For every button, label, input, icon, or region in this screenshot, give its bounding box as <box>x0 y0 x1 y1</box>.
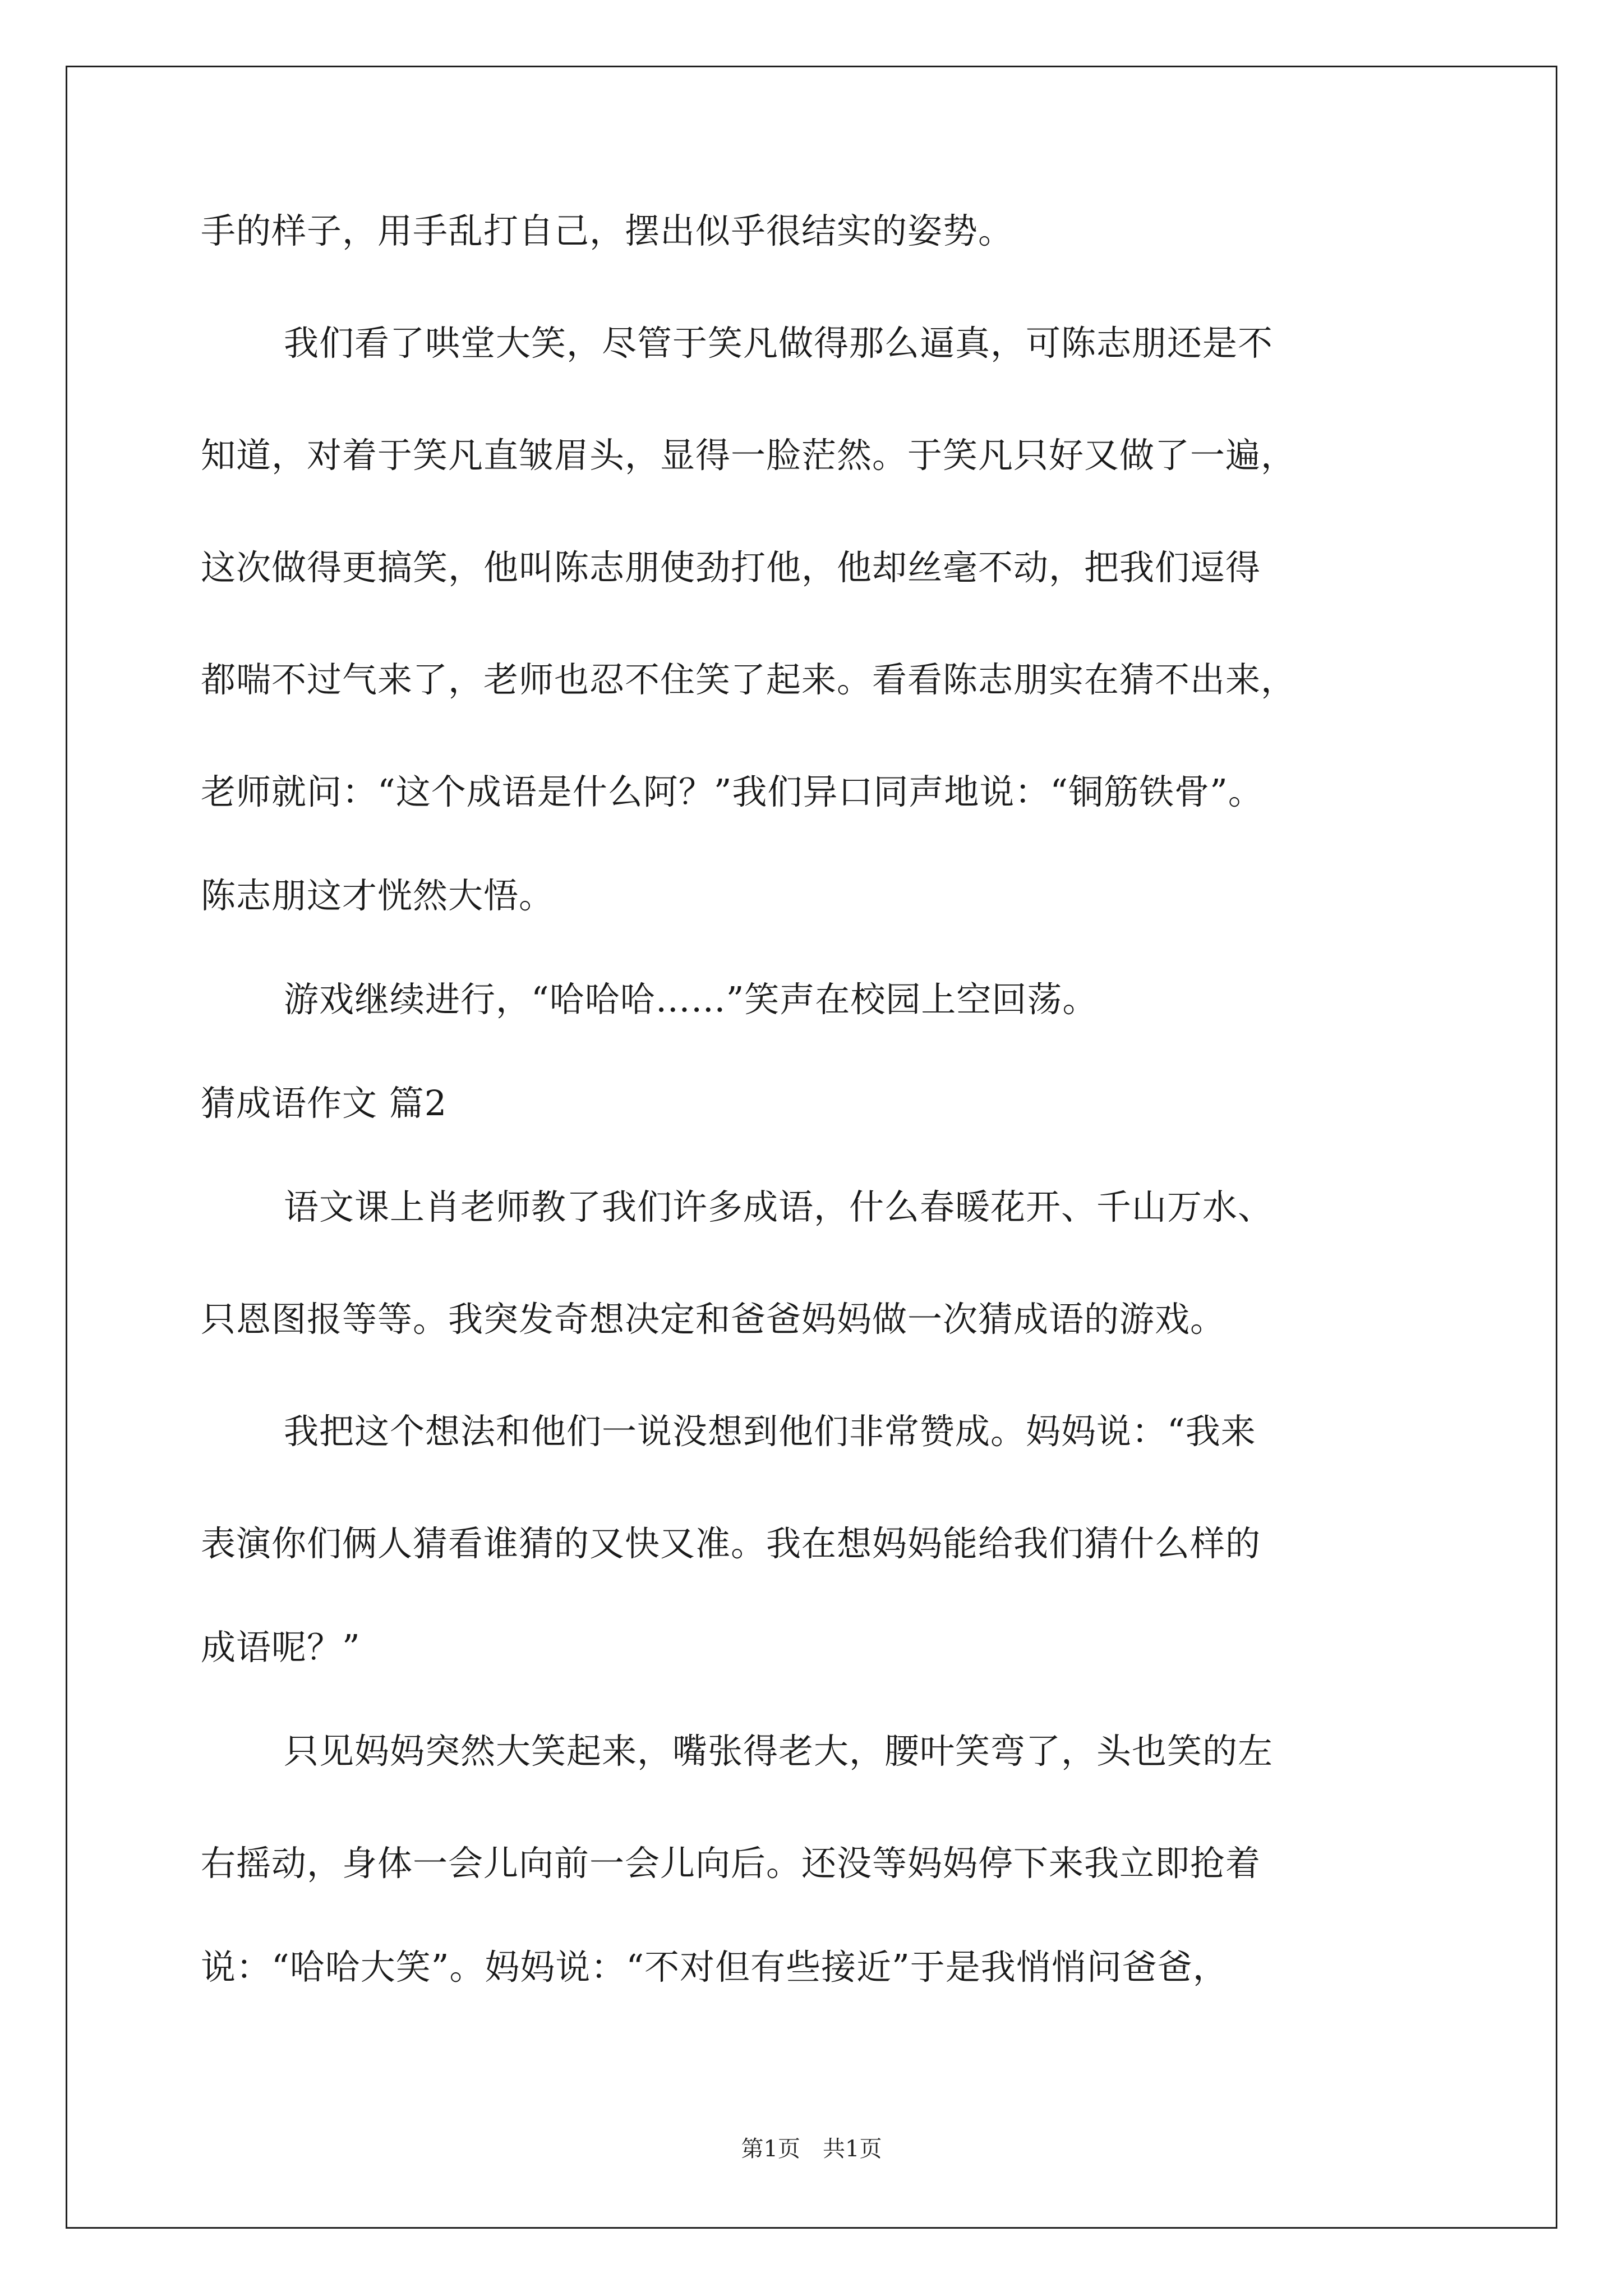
text-line: 说：“哈哈大笑”。妈妈说：“不对但有些接近”于是我悄悄问爸爸， <box>201 1947 1228 1987</box>
text-line: 只恩图报等等。我突发奇想决定和爸爸妈妈做一次猜成语的游戏。 <box>201 1299 1226 1340</box>
text-line: 只见妈妈突然大笑起来，嘴张得老大，腰叶笑弯了，头也笑的左 <box>284 1731 1274 1772</box>
text-line: 都喘不过气来了，老师也忍不住笑了起来。看看陈志朋实在猜不出来， <box>201 659 1297 700</box>
text-line: 老师就问：“这个成语是什么阿？”我们异口同声地说：“铜筋铁骨”。 <box>201 771 1264 812</box>
text-line: 表演你们俩人猜看谁猜的又快又准。我在想妈妈能给我们猜什么样的 <box>201 1523 1261 1564</box>
text-line: 这次做得更搞笑，他叫陈志朋使劲打他，他却丝毫不动，把我们逗得 <box>201 547 1261 588</box>
text-line: 知道，对着于笑凡直皱眉头，显得一脸茫然。于笑凡只好又做了一遍， <box>201 435 1297 476</box>
text-line: 陈志朋这才恍然大悟。 <box>201 875 555 916</box>
text-line: 手的样子，用手乱打自己，摆出似乎很结实的姿势。 <box>201 210 1014 251</box>
page-number: 第1页 共1页 <box>741 2136 882 2162</box>
text-line: 语文课上肖老师教了我们许多成语，什么春暖花开、千山万水、 <box>284 1186 1274 1227</box>
text-line: 我们看了哄堂大笑，尽管于笑凡做得那么逼真，可陈志朋还是不 <box>284 323 1274 364</box>
text-line: 右摇动，身体一会儿向前一会儿向后。还没等妈妈停下来我立即抢着 <box>201 1843 1261 1884</box>
section-heading: 猜成语作文 篇2 <box>201 1083 448 1124</box>
text-line: 我把这个想法和他们一说没想到他们非常赞成。妈妈说：“我来 <box>284 1411 1256 1452</box>
page-border <box>66 66 1557 2229</box>
text-line: 游戏继续进行，“哈哈哈……”笑声在校园上空回荡。 <box>284 979 1098 1020</box>
text-line: 成语呢？” <box>201 1627 361 1668</box>
